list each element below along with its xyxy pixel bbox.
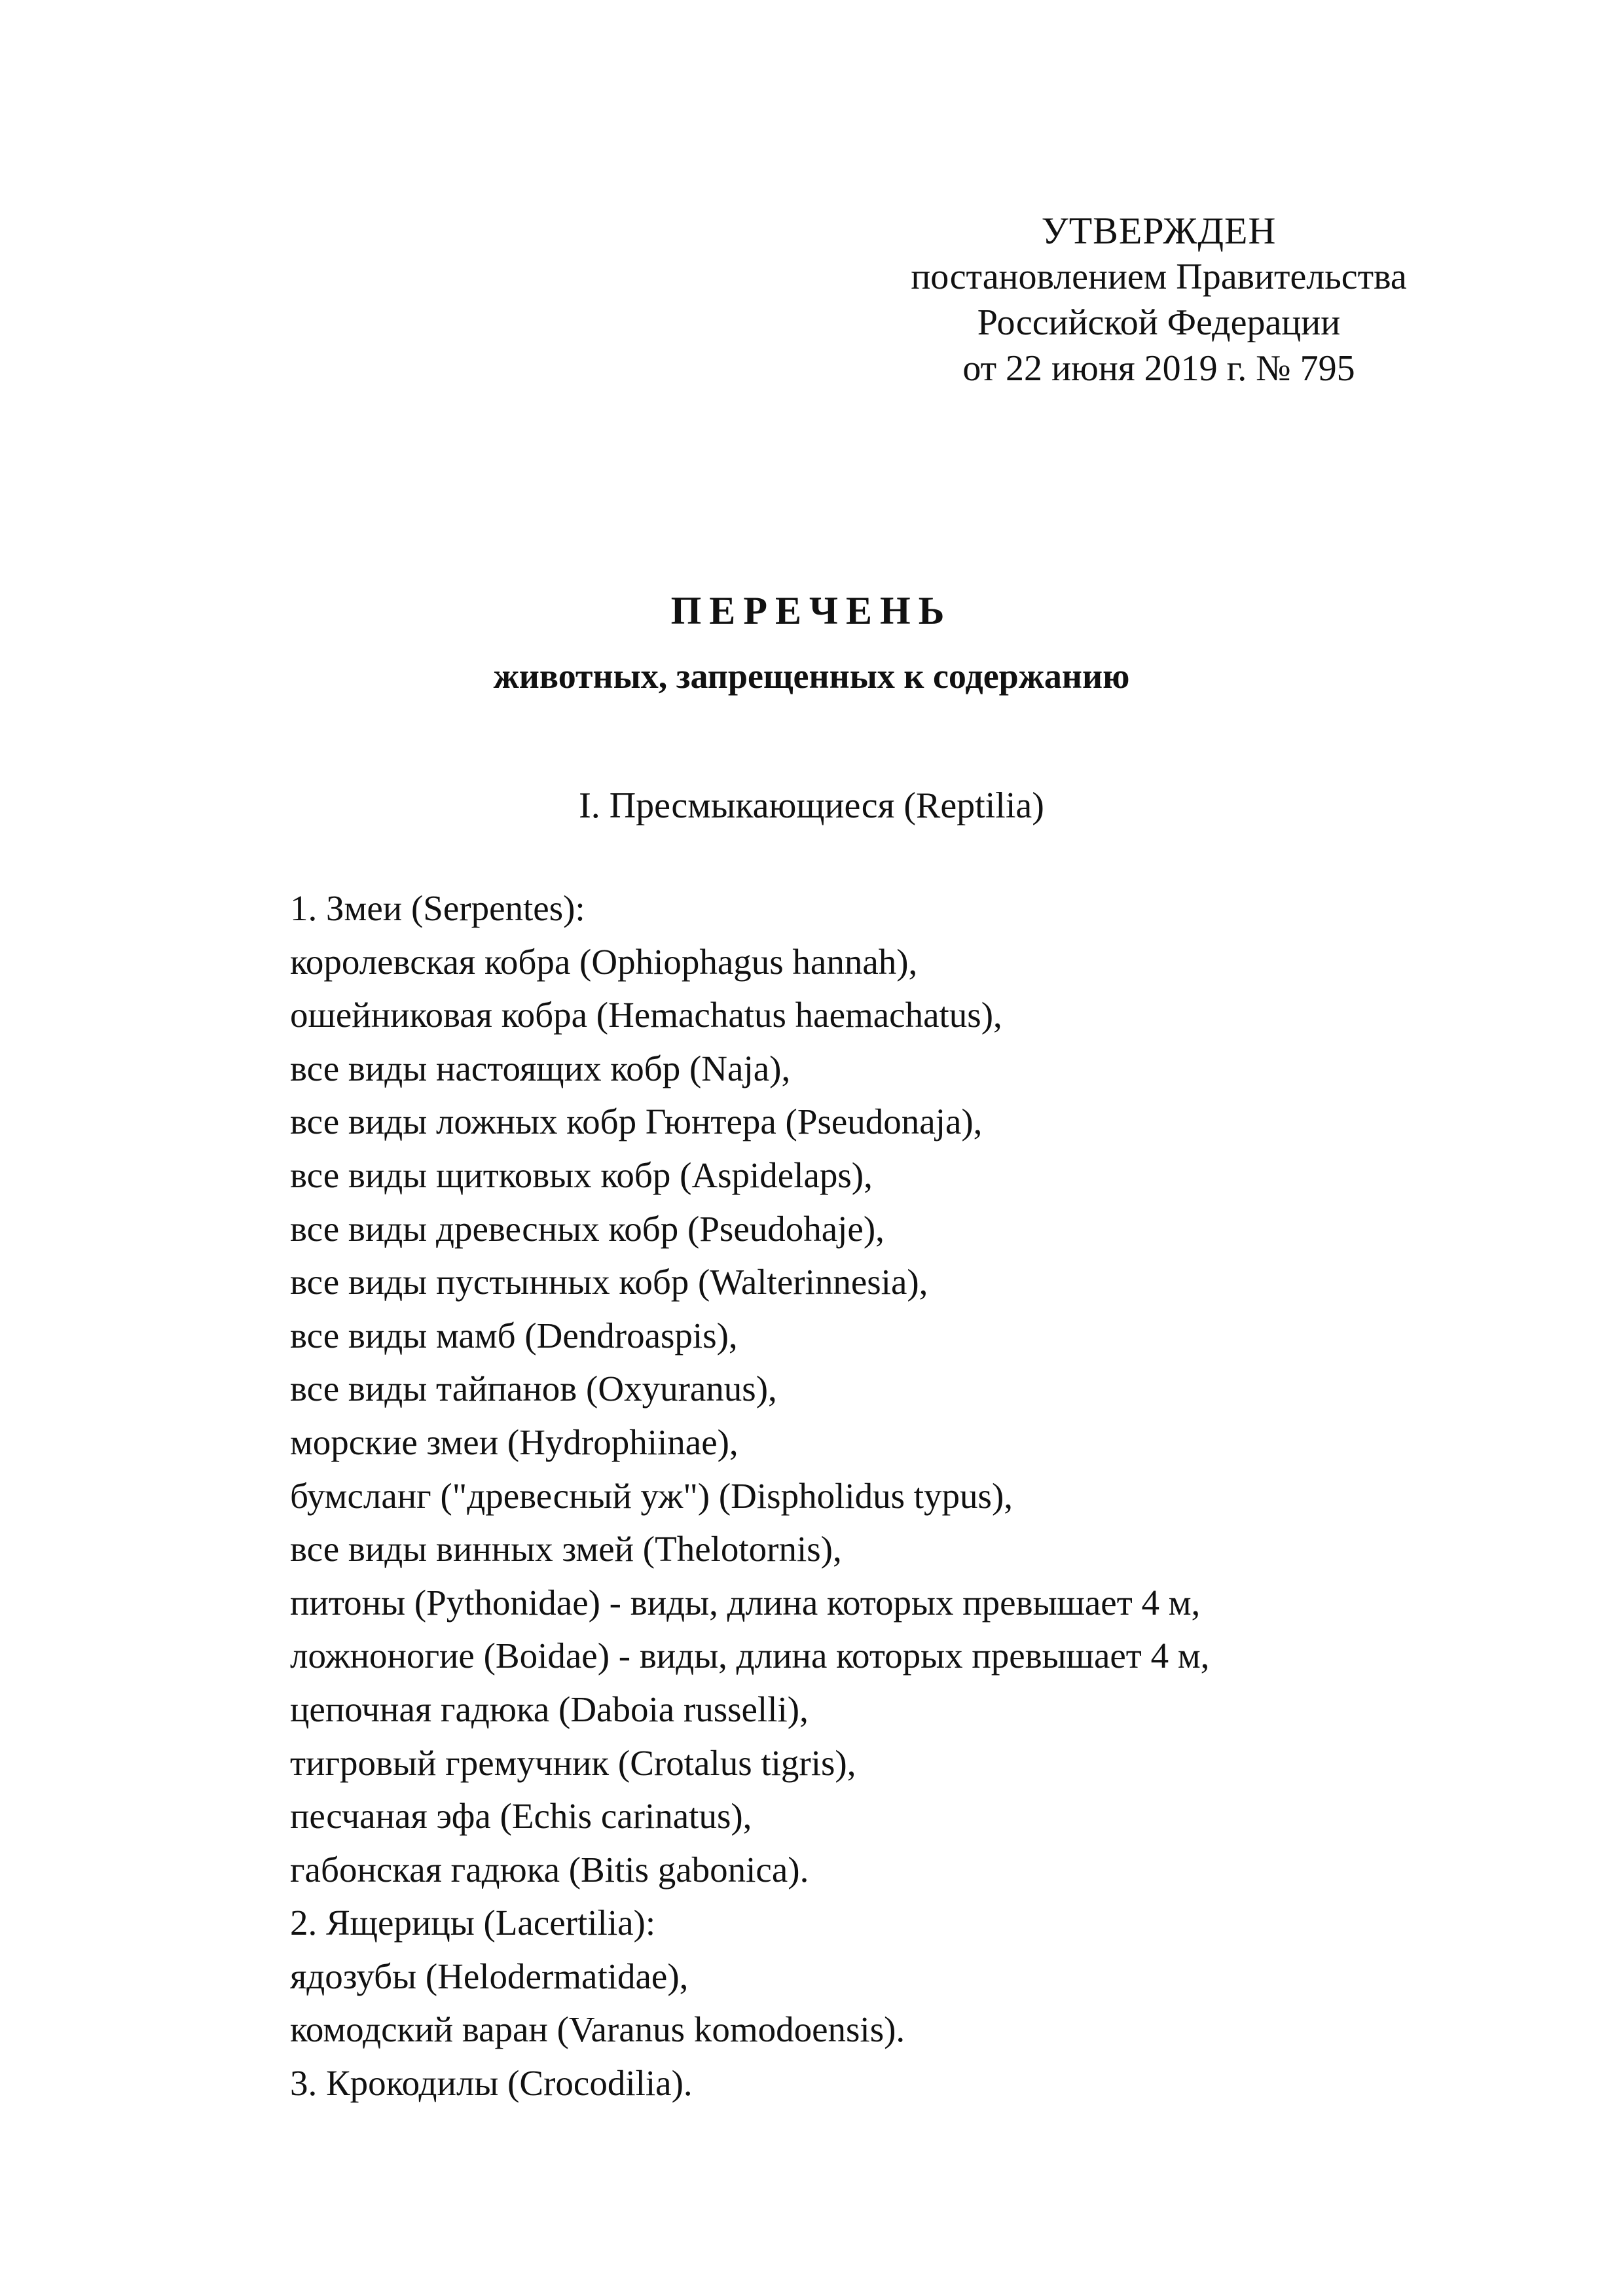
approval-stamp <box>864 208 1453 391</box>
list-item: ложноногие (Boidae) - виды, длина которых превышает 4 м, <box>290 1636 1210 1676</box>
list-item: ядозубы (Helodermatidae), <box>290 1956 689 1996</box>
list-item: все виды настоящих кобр (Naja), <box>290 1048 791 1088</box>
list-item: все виды древесных кобр (Pseudohaje), <box>290 1208 884 1249</box>
list-item: все виды щитковых кобр (Aspidelaps), <box>290 1155 873 1195</box>
list-item: 1. Змеи (Serpentes): <box>290 888 585 928</box>
animal-list <box>290 882 1534 2110</box>
document-subtitle: животных, запрещенных к содержанию <box>493 656 1130 696</box>
list-item: 3. Крокодилы (Crocodilia). <box>290 2063 693 2104</box>
list-item: цепочная гадюка (Daboia russelli), <box>290 1689 809 1729</box>
approval-line-2: Российской Федерации <box>977 302 1341 343</box>
document-title: ПЕРЕЧЕНЬ <box>670 589 953 632</box>
list-item: все виды ложных кобр Гюнтера (Pseudonaja), <box>290 1102 983 1142</box>
list-item: морские змеи (Hydrophiinae), <box>290 1422 739 1462</box>
section-heading: I. Пресмыкающиеся (Reptilia) <box>579 785 1044 826</box>
approval-heading: УТВЕРЖДЕН <box>1041 209 1277 252</box>
list-item: все виды винных змей (Thelotornis), <box>290 1529 842 1570</box>
list-item: все виды пустынных кобр (Walterinnesia), <box>290 1262 928 1302</box>
list-item: габонская гадюка (Bitis gabonica). <box>290 1849 809 1890</box>
approval-line-1: постановлением Правительства <box>911 257 1407 297</box>
list-item: 2. Ящерицы (Lacertilia): <box>290 1903 656 1943</box>
list-item: все виды мамб (Dendroaspis), <box>290 1315 738 1355</box>
list-item: бумсланг ("древесный уж") (Dispholidus typus), <box>290 1475 1013 1516</box>
list-item: комодский варан (Varanus komodoensis). <box>290 2009 905 2050</box>
list-item: королевская кобра (Ophiophagus hannah), <box>290 941 918 982</box>
list-item: песчаная эфа (Echis carinatus), <box>290 1796 752 1837</box>
list-item: ошейниковая кобра (Hemachatus haemachatus), <box>290 995 1002 1035</box>
approval-line-3: от 22 июня 2019 г. № 795 <box>962 348 1355 389</box>
list-item: все виды тайпанов (Oxyuranus), <box>290 1369 777 1409</box>
list-item: тигровый гремучник (Crotalus tigris), <box>290 1742 856 1783</box>
list-item: питоны (Pythonidae) - виды, длина которых превышает 4 м, <box>290 1582 1201 1623</box>
